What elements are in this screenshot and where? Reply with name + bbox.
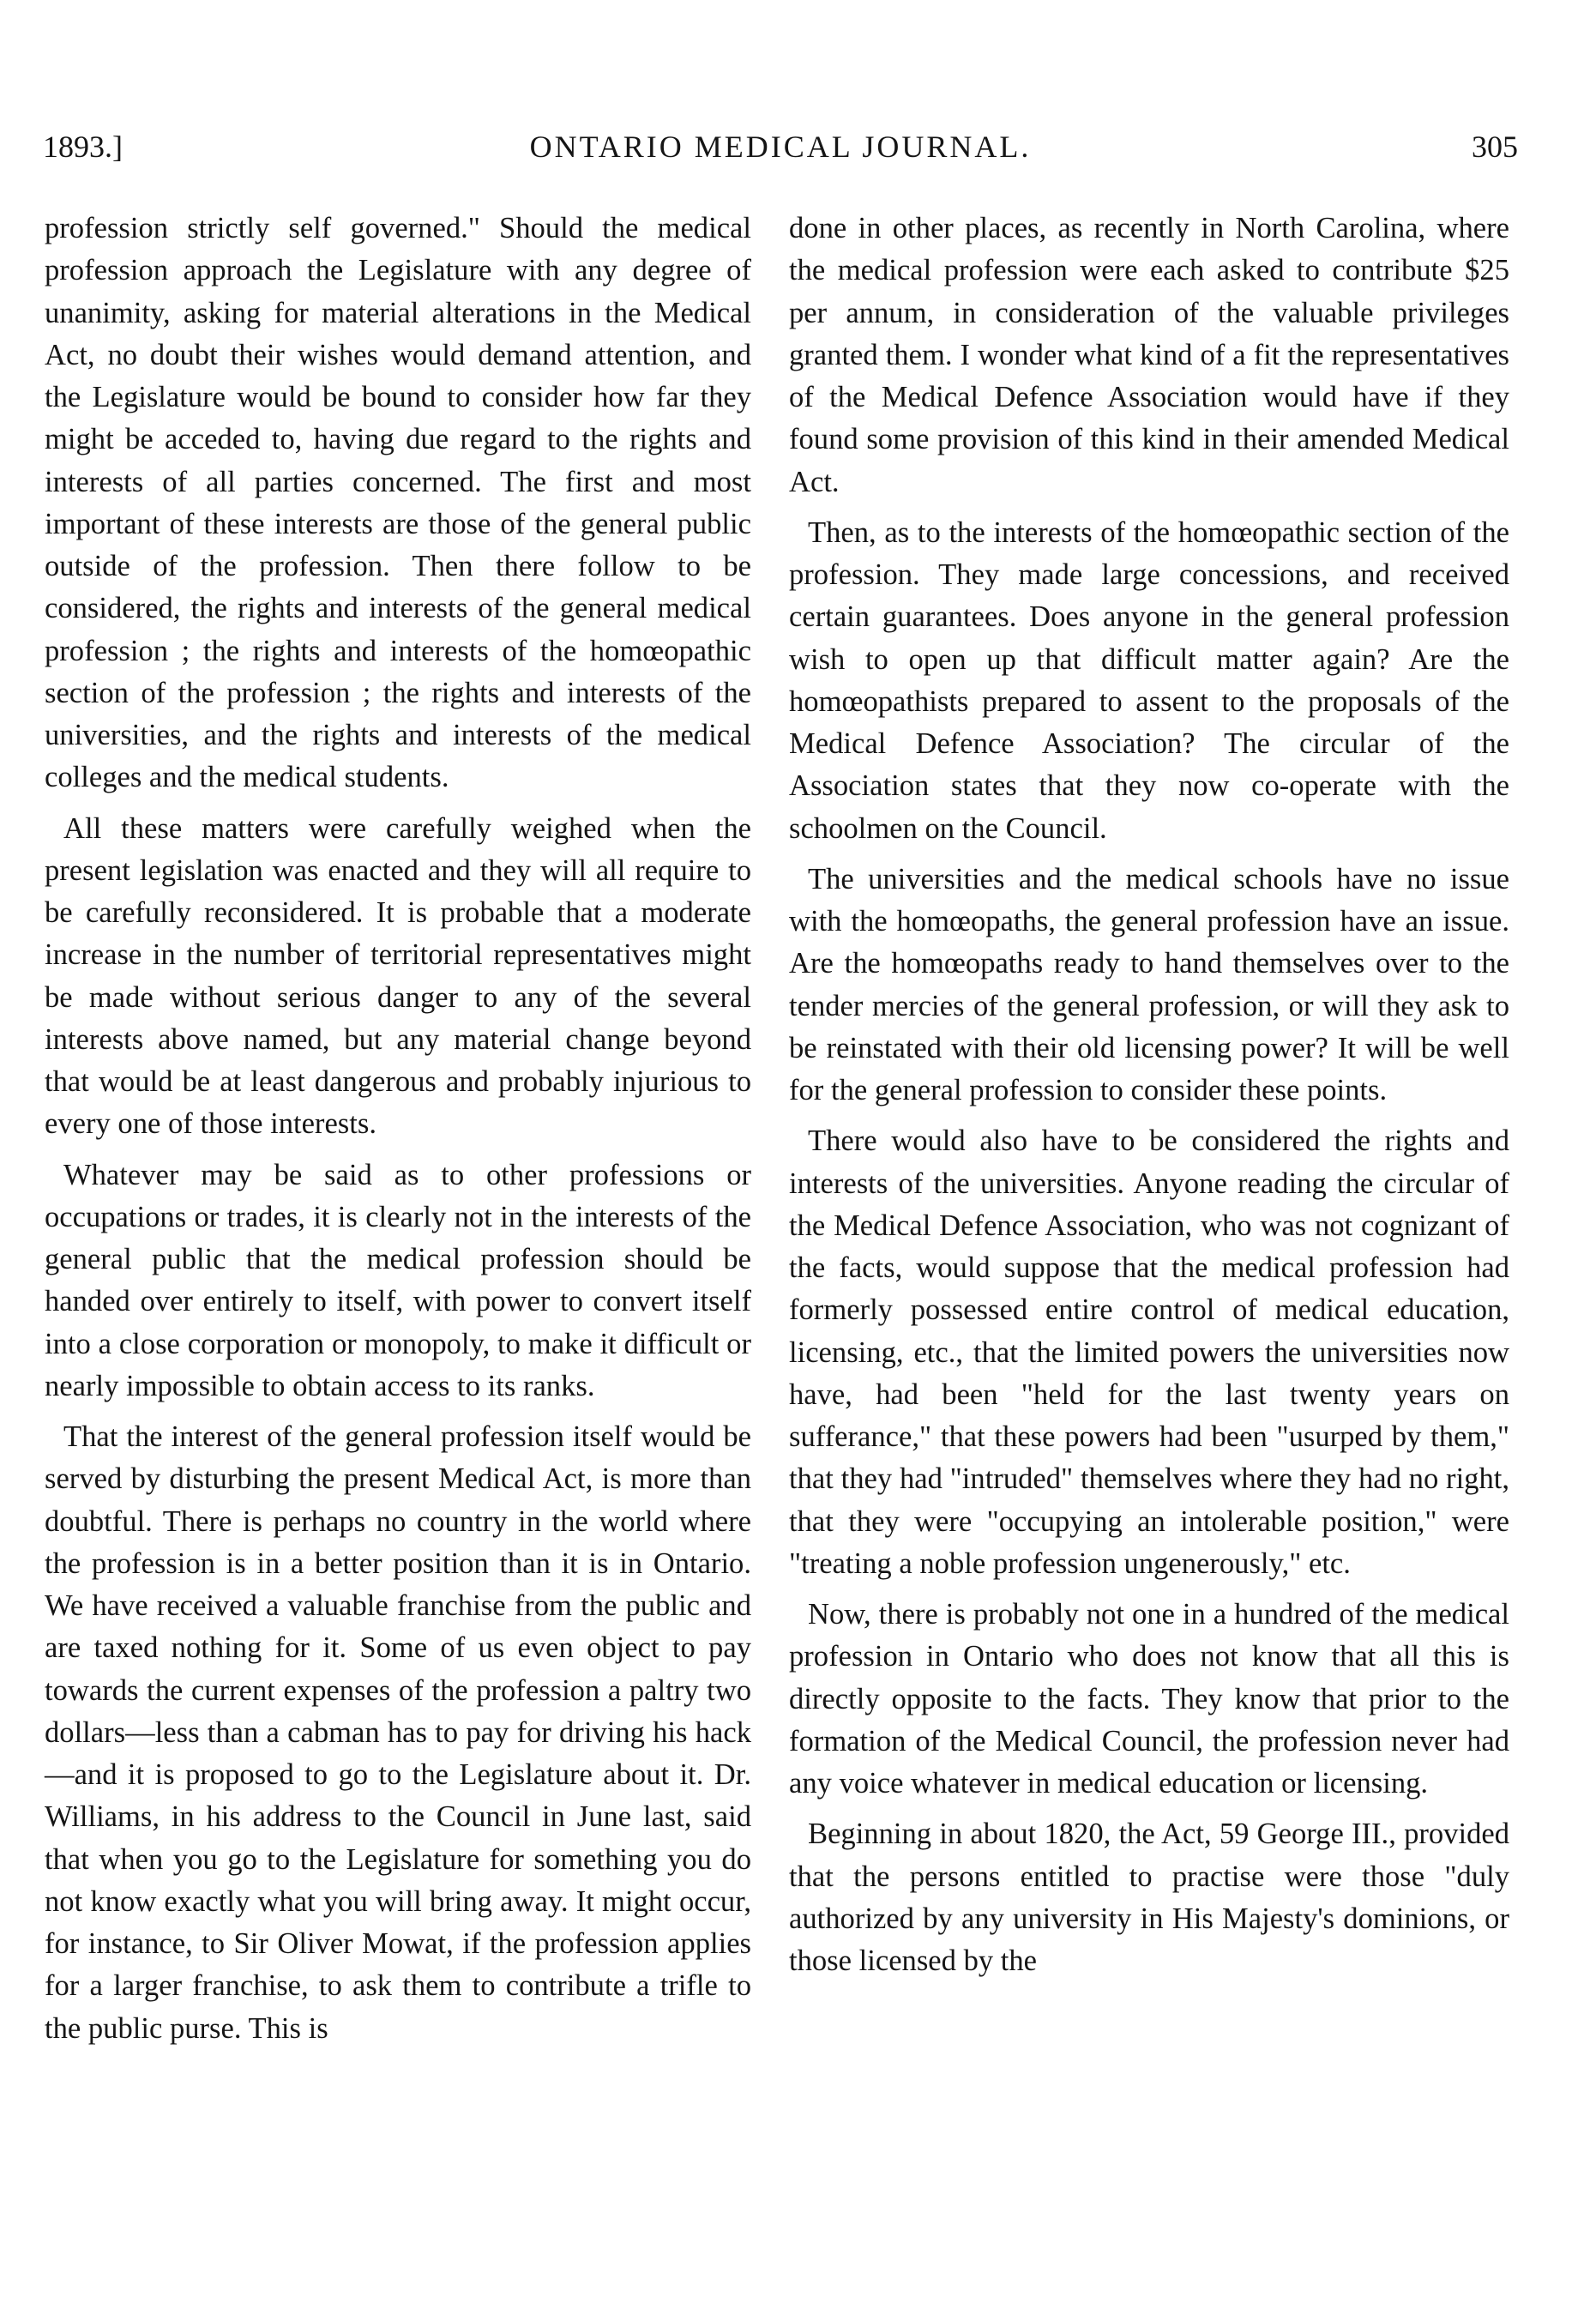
left-column (45, 208, 751, 2059)
paragraph: Now, there is probably not one in a hundred of the medical profession in Ontario who does not know that all this is directly opposite to the facts. They know that prior to the formation of the Medical Council, the profession never had any voice whatever in medical education or licensing. (789, 1598, 1509, 1800)
journal-title: ONTARIO MEDICAL JOURNAL. (529, 130, 1032, 164)
page-number: 305 (1472, 130, 1518, 164)
paragraph: That the interest of the general profession itself would be served by disturbing the present Medical Act, is more than doubtful. There is perhaps no country in the world where the profession is in a better position than it is in Ontario. We have received a valuable franchise from the public and are taxed nothing for it. Some of us even object to pay towards the current expenses of the profession a paltry two dollars—less than a cabman has to pay for driving his hack—and it is proposed to go to the Legislature about it. Dr. Williams, in his address to the Council in June last, said that when you go to the Legislature for something you do not know exactly what you will bring away. It might occur, for instance, to Sir Oliver Mowat, if the profession applies for a larger franchise, to ask them to contribute a trifle to the public purse. This is (45, 1420, 751, 2045)
paragraph: done in other places, as recently in North Carolina, where the medical profession were each asked to contribute $25 per annum, in consideration of the valuable privileges granted them. I wonder what kind of a fit the representatives of the Medical Defence Association would have if they found some provision of this kind in their amended Medical Act. (789, 212, 1509, 498)
paragraph: Beginning in about 1820, the Act, 59 George III., provided that the persons entitled to practise were those "duly authorized by any university in His Majesty's dominions, or those licensed by the (789, 1818, 1509, 1977)
paragraph: Whatever may be said as to other professions or occupations or trades, it is clearly not in the interests of the general public that the medical profession should be handed over entirely to itself, with power to convert itself into a close corporation or monopoly, to make it difficult or nearly impossible to obtain access to its ranks. (45, 1158, 751, 1402)
paragraph: There would also have to be considered the rights and interests of the universities. Anyone reading the circular of the Medical Defence Association, who was not cognizant of the facts, would suppose that the medical profession had formerly possessed entire control of medical education, licensing, etc., that the limited powers the universities now have, had been "held for the last twenty years on sufferance," that these powers had been "usurped by them," that they had "intruded" themselves where they had no right, that they were "occupying an intolerable position," were "treating a noble profession ungenerously," etc. (789, 1124, 1509, 1580)
paragraph: All these matters were carefully weighed when the present legislation was enacted and they will all require to be carefully reconsidered. It is probable that a moderate increase in the number of territorial representatives might be made without serious danger to any of the several interests above named, but any material change beyond that would be at least dangerous and probably injurious to every one of those interests. (45, 811, 751, 1141)
running-header (43, 129, 1518, 180)
paragraph: profession strictly self governed." Should the medical profession approach the Legislature with any degree of unanimity, asking for material alterations in the Medical Act, no doubt their wishes would demand attention, and the Legislature would be bound to consider how far they might be acceded to, having due regard to the rights and interests of all parties concerned. The first and most important of these interests are those of the general public outside of the profession. Then there follow to be considered, the rights and interests of the general medical profession ; the rights and interests of the homœopathic section of the profession ; the rights and interests of the universities, and the rights and interests of the medical colleges and the medical students. (45, 212, 751, 794)
paragraph: The universities and the medical schools have no issue with the homœopaths, the general profession have an issue. Are the homœopaths ready to hand themselves over to the tender mercies of the general profession, or will they ask to be reinstated with their old licensing power? It will be well for the general profession to consider these points. (789, 862, 1509, 1106)
paragraph: Then, as to the interests of the homœopathic section of the profession. They made large concessions, and received certain guarantees. Does anyone in the general profession wish to open up that difficult matter again? Are the homœopathists prepared to assent to the proposals of the Medical Defence Association? The circular of the Association states that they now co-operate with the schoolmen on the Council. (789, 515, 1509, 845)
header-year: 1893.] (43, 130, 123, 164)
right-column (789, 208, 1509, 1991)
